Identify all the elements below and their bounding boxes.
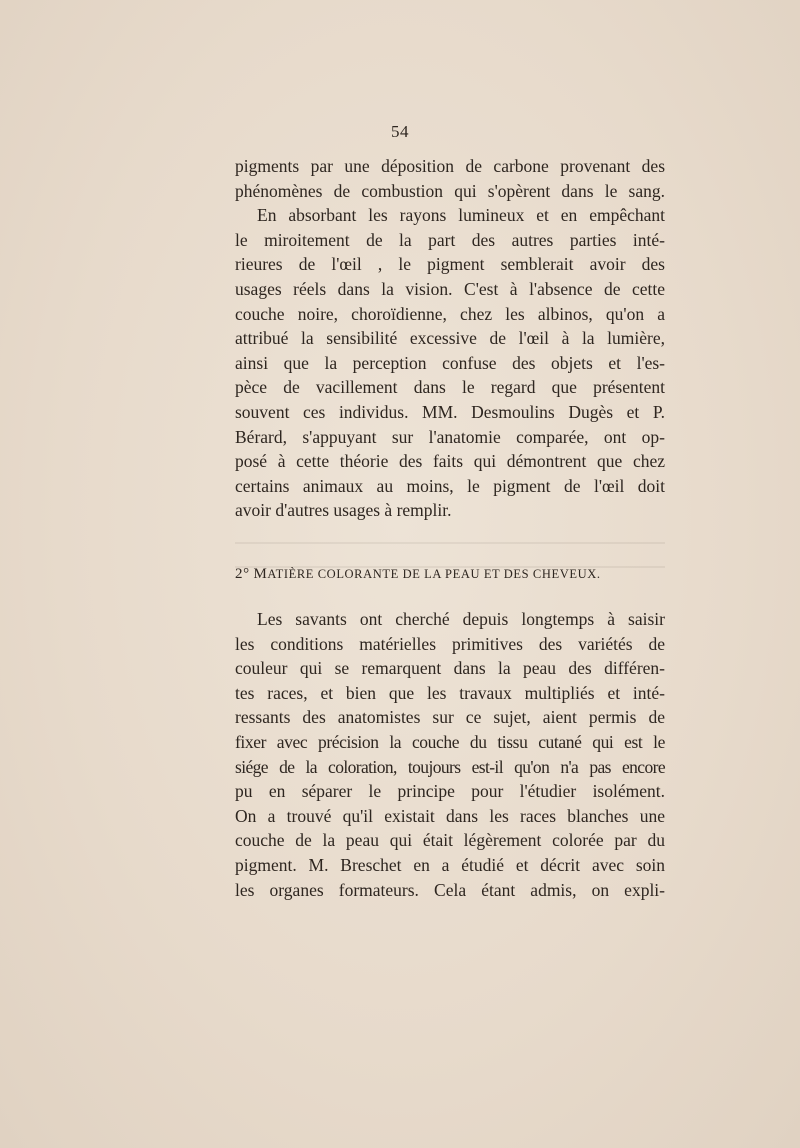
text-line: rieures de l'œil , le pigment semblerait avoir des <box>235 254 665 275</box>
text-line: le miroitement de la part des autres parties inté- <box>235 229 665 250</box>
text-line: ressants des anatomistes sur ce sujet, aient permis de <box>235 707 665 728</box>
section-heading-text: ATIÈRE COLORANTE DE LA PEAU ET DES CHEVEUX. <box>267 567 601 581</box>
text-line: certains animaux au moins, le pigment de l'œil doit <box>235 475 665 496</box>
text-line: avoir d'autres usages à remplir. <box>235 500 452 521</box>
text-line: pèce de vacillement dans le regard que présentent <box>235 377 665 398</box>
paragraph-2 <box>235 607 665 902</box>
text-line: pigments par une déposition de carbone provenant des <box>235 156 665 176</box>
text-line: posé à cette théorie des faits qui démontrent que chez <box>235 451 665 472</box>
text-line: phénomènes de combustion qui s'opèrent dans le sang. <box>235 180 665 201</box>
page-number: 54 <box>391 122 409 141</box>
text-line: fixer avec précision la couche du tissu cutané qui est le <box>235 731 665 752</box>
text-line: ainsi que la perception confuse des objets et l'es- <box>235 352 665 373</box>
text-line: couche de la peau qui était légèrement colorée par du <box>235 830 665 851</box>
paragraph-1 <box>235 154 665 523</box>
text-line: En absorbant les rayons lumineux et en empêchant <box>257 205 665 226</box>
text-line: souvent ces individus. MM. Desmoulins Dugès et P. <box>235 401 665 422</box>
section-heading-initial: M <box>253 566 268 582</box>
text-line: les conditions matérielles primitives des variétés de <box>235 633 665 654</box>
text-line: pigment. M. Breschet en a étudié et décrit avec soin <box>235 854 665 875</box>
text-line: Bérard, s'appuyant sur l'anatomie comparée, ont op- <box>235 426 665 447</box>
text-line: attribué la sensibilité excessive de l'œil à la lumière, <box>235 328 665 349</box>
text-line: couleur qui se remarquent dans la peau des différen- <box>235 658 665 679</box>
text-line: couche noire, choroïdienne, chez les albinos, qu'on a <box>235 303 665 324</box>
section-number: 2° <box>235 566 250 582</box>
text-line: siége de la coloration, toujours est-il qu'on n'a pas encore <box>235 756 665 777</box>
text-line: usages réels dans la vision. C'est à l'absence de cette <box>235 278 665 299</box>
section-heading <box>235 562 665 586</box>
text-line: les organes formateurs. Cela étant admis, on expli- <box>235 879 665 900</box>
text-line: Les savants ont cherché depuis longtemps à saisir <box>257 609 665 629</box>
text-line: On a trouvé qu'il existait dans les races blanches une <box>235 805 665 826</box>
text-line: pu en séparer le principe pour l'étudier isolément. <box>235 781 665 802</box>
text-line: tes races, et bien que les travaux multipliés et inté- <box>235 682 665 703</box>
